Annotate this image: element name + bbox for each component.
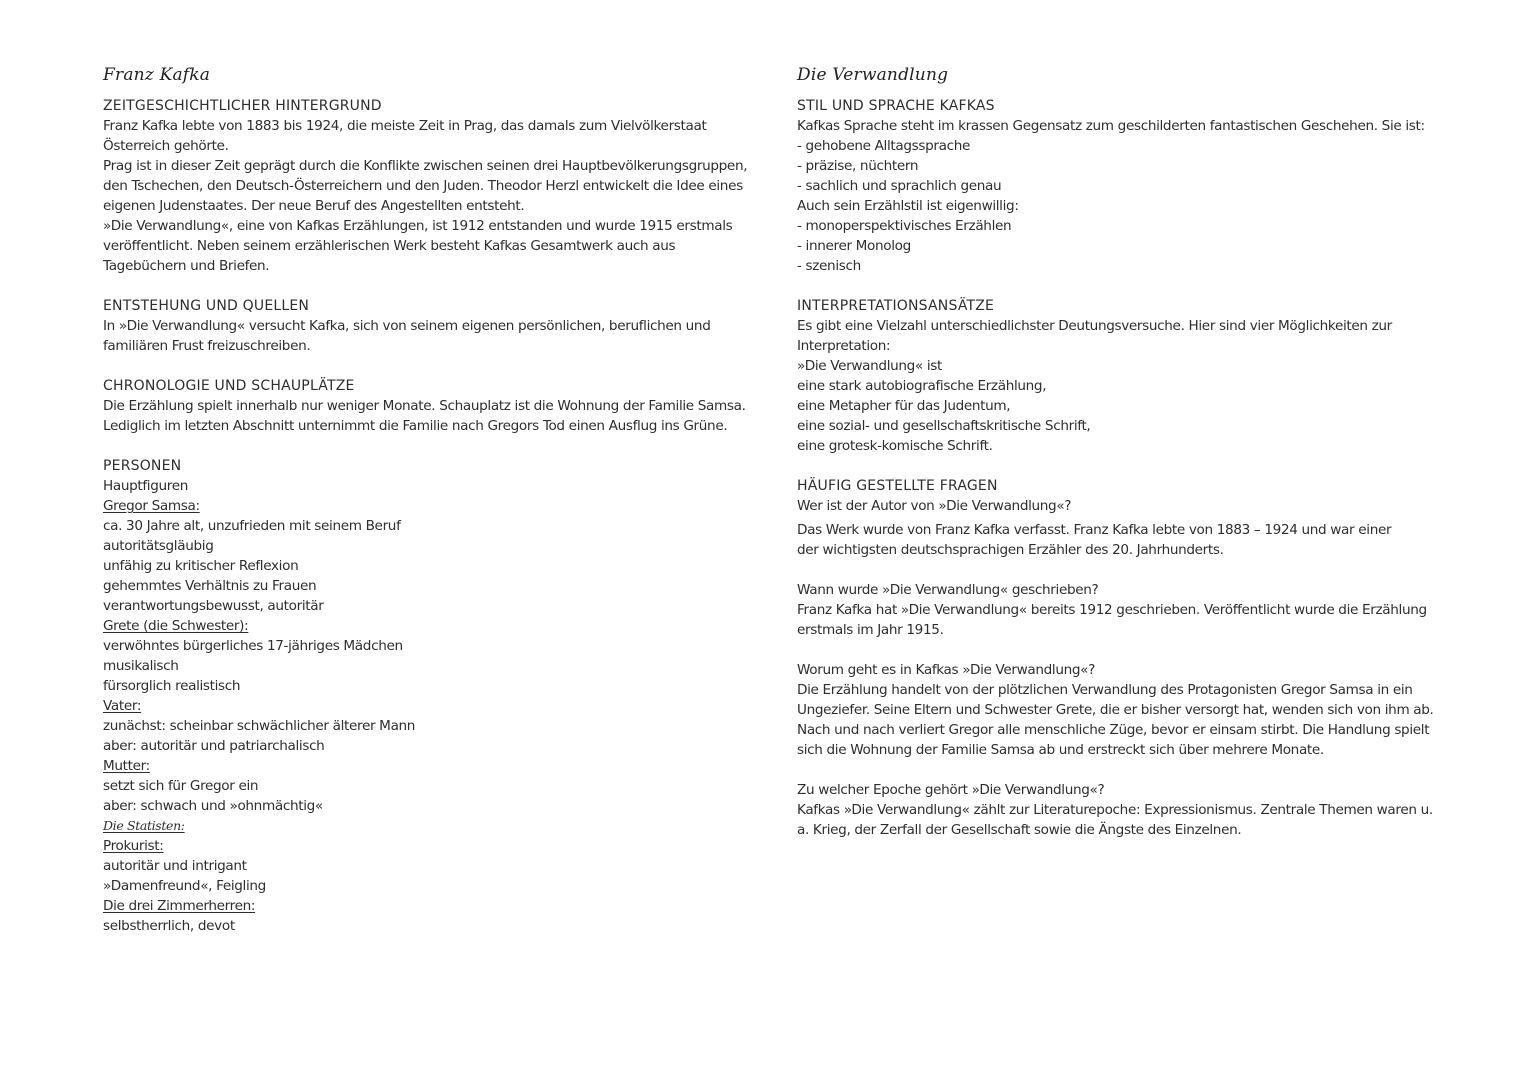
character-trait: musikalisch <box>103 658 179 674</box>
list-item: - innerer Monolog <box>797 238 911 254</box>
section-heading: INTERPRETATIONSANSÄTZE <box>797 298 995 314</box>
section-zeitgeschichte <box>103 96 748 276</box>
right-page-title: Die Verwandlung <box>797 65 949 85</box>
text-line: Kafkas Sprache steht im krassen Gegensatz zum geschilderten fantastischen Geschehen. Sie ist: <box>797 118 1425 134</box>
character-trait: verwöhntes bürgerliches 17-jähriges Mädchen <box>103 638 403 654</box>
list-item: - präzise, nüchtern <box>797 158 919 174</box>
section-personen <box>103 456 743 936</box>
text-line: den Tschechen, den Deutsch-Österreichern und den Juden. Theodor Herzl entwickelt die Idee eines <box>103 178 743 194</box>
subheading-statisten: Die Statisten: <box>103 818 185 833</box>
section-heading: ZEITGESCHICHTLICHER HINTERGRUND <box>103 98 382 114</box>
faq-item <box>797 660 1437 760</box>
character-trait: selbstherrlich, devot <box>103 918 235 934</box>
text-line: veröffentlicht. Neben seinem erzählerischen Werk besteht Kafkas Gesamtwerk auch aus <box>103 238 676 254</box>
list-item: eine Metapher für das Judentum, <box>797 398 1011 414</box>
faq-answer-line: der wichtigsten deutschsprachigen Erzähler des 20. Jahrhunderts. <box>797 542 1224 558</box>
character-trait: setzt sich für Gregor ein <box>103 778 259 794</box>
left-column <box>103 62 748 956</box>
list-item: - gehobene Alltagssprache <box>797 138 971 154</box>
character-trait: »Damenfreund«, Feigling <box>103 878 266 894</box>
section-chronologie <box>103 376 746 436</box>
text-line: Tagebüchern und Briefen. <box>103 258 270 274</box>
character-name: Prokurist: <box>103 838 164 854</box>
character-name: Vater: <box>103 698 142 714</box>
text-line: Es gibt eine Vielzahl unterschiedlichster Deutungsversuche. Hier sind vier Möglichkeiten zur <box>797 318 1392 334</box>
character-trait: aber: autoritär und patriarchalisch <box>103 738 325 754</box>
text-line: Auch sein Erzählstil ist eigenwillig: <box>797 198 1019 214</box>
text-line: eigenen Judenstaates. Der neue Beruf des Angestellten entsteht. <box>103 198 525 214</box>
character-trait: unfähig zu kritischer Reflexion <box>103 558 299 574</box>
faq-question: Wer ist der Autor von »Die Verwandlung«? <box>797 498 1072 514</box>
faq-answer-line: Franz Kafka hat »Die Verwandlung« bereits 1912 geschrieben. Veröffentlicht wurde die Erzählung <box>797 602 1427 618</box>
subheading-hauptfiguren: Hauptfiguren <box>103 478 189 494</box>
text-line: »Die Verwandlung« ist <box>797 358 943 374</box>
section-faq <box>797 476 1437 840</box>
list-item: - sachlich und sprachlich genau <box>797 178 1002 194</box>
faq-answer-line: Nach und nach verliert Gregor alle menschliche Züge, bevor er einsam stirbt. Die Handlung spielt <box>797 722 1430 738</box>
section-entstehung <box>103 296 743 356</box>
right-column <box>797 62 1437 860</box>
list-item: eine grotesk-komische Schrift. <box>797 438 993 454</box>
character-trait: autoritätsgläubig <box>103 538 214 554</box>
faq-answer-line: Ungeziefer. Seine Eltern und Schwester Grete, die er bisher versorgt hat, wenden sich von ihm ab. <box>797 702 1434 718</box>
list-item: - monoperspektivisches Erzählen <box>797 218 1012 234</box>
section-interpretation <box>797 296 1437 456</box>
list-item: eine sozial- und gesellschaftskritische Schrift, <box>797 418 1091 434</box>
section-heading: ENTSTEHUNG UND QUELLEN <box>103 298 310 314</box>
character-trait: ca. 30 Jahre alt, unzufrieden mit seinem Beruf <box>103 518 401 534</box>
text-line: Lediglich im letzten Abschnitt unternimmt die Familie nach Gregors Tod einen Ausflug ins Grüne. <box>103 418 728 434</box>
text-line: In »Die Verwandlung« versucht Kafka, sich von seinem eigenen persönlichen, beruflichen und <box>103 318 711 334</box>
faq-item <box>797 580 1437 640</box>
list-item: - szenisch <box>797 258 861 274</box>
faq-answer-line: Kafkas »Die Verwandlung« zählt zur Literaturepoche: Expressionismus. Zentrale Themen waren u. <box>797 802 1433 818</box>
text-line: »Die Verwandlung«, eine von Kafkas Erzählungen, ist 1912 entstanden und wurde 1915 erstmals <box>103 218 733 234</box>
faq-answer-line: sich die Wohnung der Familie Samsa ab und erstreckt sich über mehrere Monate. <box>797 742 1324 758</box>
section-stil-sprache <box>797 96 1437 276</box>
character-trait: gehemmtes Verhältnis zu Frauen <box>103 578 317 594</box>
character-trait: aber: schwach und »ohnmächtig« <box>103 798 323 814</box>
character-name: Gregor Samsa: <box>103 498 200 514</box>
character-name: Grete (die Schwester): <box>103 618 249 634</box>
text-line: Franz Kafka lebte von 1883 bis 1924, die meiste Zeit in Prag, das damals zum Vielvölkerstaat <box>103 118 707 134</box>
left-page-title: Franz Kafka <box>103 65 211 85</box>
text-line: Prag ist in dieser Zeit geprägt durch die Konflikte zwischen seinen drei Hauptbevölkerungsgruppen, <box>103 158 748 174</box>
character-trait: zunächst: scheinbar schwächlicher älterer Mann <box>103 718 416 734</box>
character-name: Mutter: <box>103 758 150 774</box>
list-item: eine stark autobiografische Erzählung, <box>797 378 1047 394</box>
faq-question: Zu welcher Epoche gehört »Die Verwandlung«? <box>797 782 1105 798</box>
character-trait: fürsorglich realistisch <box>103 678 241 694</box>
faq-item <box>797 780 1437 840</box>
character-name: Die drei Zimmerherren: <box>103 898 256 914</box>
faq-question: Worum geht es in Kafkas »Die Verwandlung«? <box>797 662 1095 678</box>
faq-answer-line: Die Erzählung handelt von der plötzlichen Verwandlung des Protagonisten Gregor Samsa in ein <box>797 682 1413 698</box>
faq-answer-line: Das Werk wurde von Franz Kafka verfasst. Franz Kafka lebte von 1883 – 1924 und war einer <box>797 522 1392 538</box>
section-heading: STIL UND SPRACHE KAFKAS <box>797 98 995 114</box>
section-heading: HÄUFIG GESTELLTE FRAGEN <box>797 478 998 494</box>
text-line: familiären Frust freizuschreiben. <box>103 338 311 354</box>
text-line: Interpretation: <box>797 338 891 354</box>
text-line: Die Erzählung spielt innerhalb nur weniger Monate. Schauplatz ist die Wohnung der Familie Samsa. <box>103 398 746 414</box>
faq-answer-line: a. Krieg, der Zerfall der Gesellschaft sowie die Ängste des Einzelnen. <box>797 822 1242 838</box>
section-heading: CHRONOLOGIE UND SCHAUPLÄTZE <box>103 378 355 394</box>
character-trait: autoritär und intrigant <box>103 858 247 874</box>
section-heading: PERSONEN <box>103 458 182 474</box>
faq-answer-line: erstmals im Jahr 1915. <box>797 622 944 638</box>
faq-question: Wann wurde »Die Verwandlung« geschrieben? <box>797 582 1099 598</box>
text-line: Österreich gehörte. <box>103 138 229 154</box>
faq-item <box>797 496 1437 560</box>
character-trait: verantwortungsbewusst, autoritär <box>103 598 324 614</box>
